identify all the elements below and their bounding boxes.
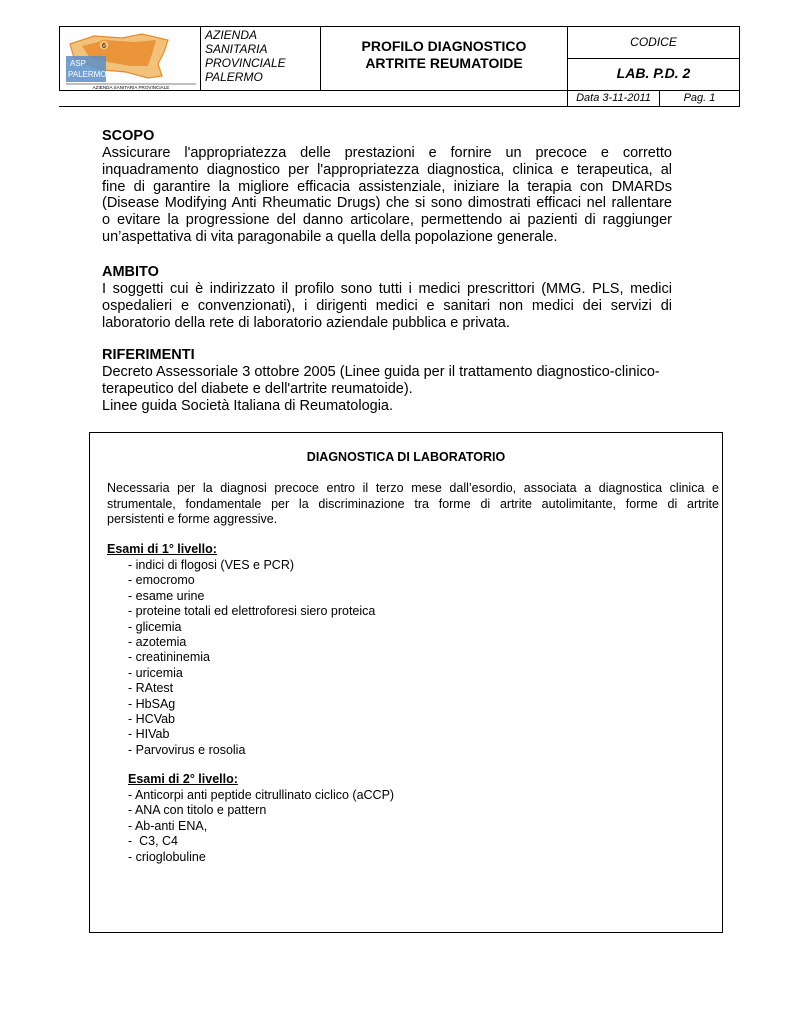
text-line: ospedalieri e convenzionati), i dirigenti medici e sanitari non medici dei servizi di xyxy=(102,297,672,314)
list-item: - HCVab xyxy=(128,712,176,727)
list-item: - glicemia xyxy=(128,619,182,634)
org-line: PALERMO xyxy=(205,70,263,84)
page-number: Pag. 1 xyxy=(659,90,740,107)
document-title-line: ARTRITE REUMATOIDE xyxy=(365,55,523,71)
text-line: persistenti e forme aggressive. xyxy=(107,512,278,526)
box-intro xyxy=(107,481,719,528)
text-line: Necessaria per la diagnosi precoce entro il terzo mese dall’esordio, associata a diagnostica clinica e xyxy=(107,481,719,495)
section-heading: SCOPO xyxy=(102,128,155,144)
section-body xyxy=(102,281,672,331)
text-line: Decreto Assessoriale 3 ottobre 2005 (Linee guida per il trattamento diagnostico-clinico- xyxy=(102,364,660,380)
list-item: - emocromo xyxy=(128,573,195,588)
logo-cell xyxy=(59,26,201,91)
asp-palermo-logo xyxy=(64,30,198,90)
list-item: - esame urine xyxy=(128,588,205,603)
section-heading: RIFERIMENTI xyxy=(102,347,195,363)
list-item: - indici di flogosi (VES e PCR) xyxy=(128,558,295,572)
text-line: laboratorio della rete di laboratorio aziendale pubblica e privata. xyxy=(102,314,510,331)
document-code: LAB. P.D. 2 xyxy=(567,58,740,91)
org-line: SANITARIA xyxy=(205,42,268,56)
text-line: fine di garantire la migliore efficacia assistenziale, iniziare la terapia con DMARDs xyxy=(102,178,672,195)
text-line: terapeutico del diabete e dell'artrite reumatoide). xyxy=(102,380,413,397)
box-title: DIAGNOSTICA DI LABORATORIO xyxy=(306,450,506,464)
codice-label: CODICE xyxy=(567,26,740,59)
section-body xyxy=(102,145,672,246)
list-item: - Ab-anti ENA, xyxy=(128,818,208,833)
list-item: - uricemia xyxy=(128,665,183,680)
list-item: - HIVab xyxy=(128,727,170,742)
text-line: strumentale, fondamentale per la discriminazione tra forme di artrite autolimitante, forme di artrite xyxy=(107,496,719,511)
list-item: - Parvovirus e rosolia xyxy=(128,742,246,757)
document-header xyxy=(59,26,740,107)
text-line: I soggetti cui è indirizzato il profilo sono tutti i medici prescrittori (MMG. PLS, medici xyxy=(102,281,672,297)
text-line: (Disease Modifying Anti Rheumatic Drugs) che si sono dimostrati efficaci nel rallentare xyxy=(102,195,672,212)
section-ambito xyxy=(102,264,672,331)
logo-text-azienda: AZIENDA SANITARIA PROVINCIALE xyxy=(92,85,170,90)
list-item: - crioglobuline xyxy=(128,849,206,864)
section-riferimenti xyxy=(102,347,672,414)
lab-diagnostics-box xyxy=(89,432,723,933)
list-item: - proteine totali ed elettroforesi siero proteica xyxy=(128,604,376,619)
text-line: o evitare la progressione del danno articolare, permettendo ai pazienti di raggiunger xyxy=(102,212,672,229)
organization-cell xyxy=(200,26,321,91)
list-item: - Anticorpi anti peptide citrullinato ciclico (aCCP) xyxy=(128,788,395,802)
section-body xyxy=(102,364,672,414)
org-line: PROVINCIALE xyxy=(205,56,286,70)
logo-text-asp: ASP xyxy=(70,59,87,68)
text-line: Linee guida Società Italiana di Reumatologia. xyxy=(102,397,394,414)
section-heading: AMBITO xyxy=(102,264,159,280)
list-item: - ANA con titolo e pattern xyxy=(128,803,267,818)
document-title-line: PROFILO DIAGNOSTICO xyxy=(361,38,527,54)
logo-number: 6 xyxy=(102,43,106,50)
level1-list xyxy=(128,558,375,758)
list-item: - C3, C4 xyxy=(128,834,179,849)
text-line: inquadramento diagnostico per l'appropriatezza diagnostica, clinica e terapeutica, al xyxy=(102,161,672,178)
list-item: - azotemia xyxy=(128,635,187,650)
section-scopo xyxy=(102,128,672,246)
level1-heading: Esami di 1° livello: xyxy=(107,542,217,556)
list-item: - HbSAg xyxy=(128,696,176,711)
text-line: un’aspettativa di vita paragonabile a quella della popolazione generale. xyxy=(102,228,558,245)
document-title-cell xyxy=(320,26,568,91)
org-line: AZIENDA xyxy=(205,28,258,42)
level2-heading: Esami di 2° livello: xyxy=(128,772,238,786)
level2-list xyxy=(128,788,394,865)
logo-text-palermo: PALERMO xyxy=(68,70,107,79)
list-item: - RAtest xyxy=(128,681,174,696)
list-item: - creatininemia xyxy=(128,650,210,665)
document-date: Data 3-11-2011 xyxy=(567,90,660,107)
text-line: Assicurare l'appropriatezza delle prestazioni e fornire un precoce e corretto xyxy=(102,145,672,161)
